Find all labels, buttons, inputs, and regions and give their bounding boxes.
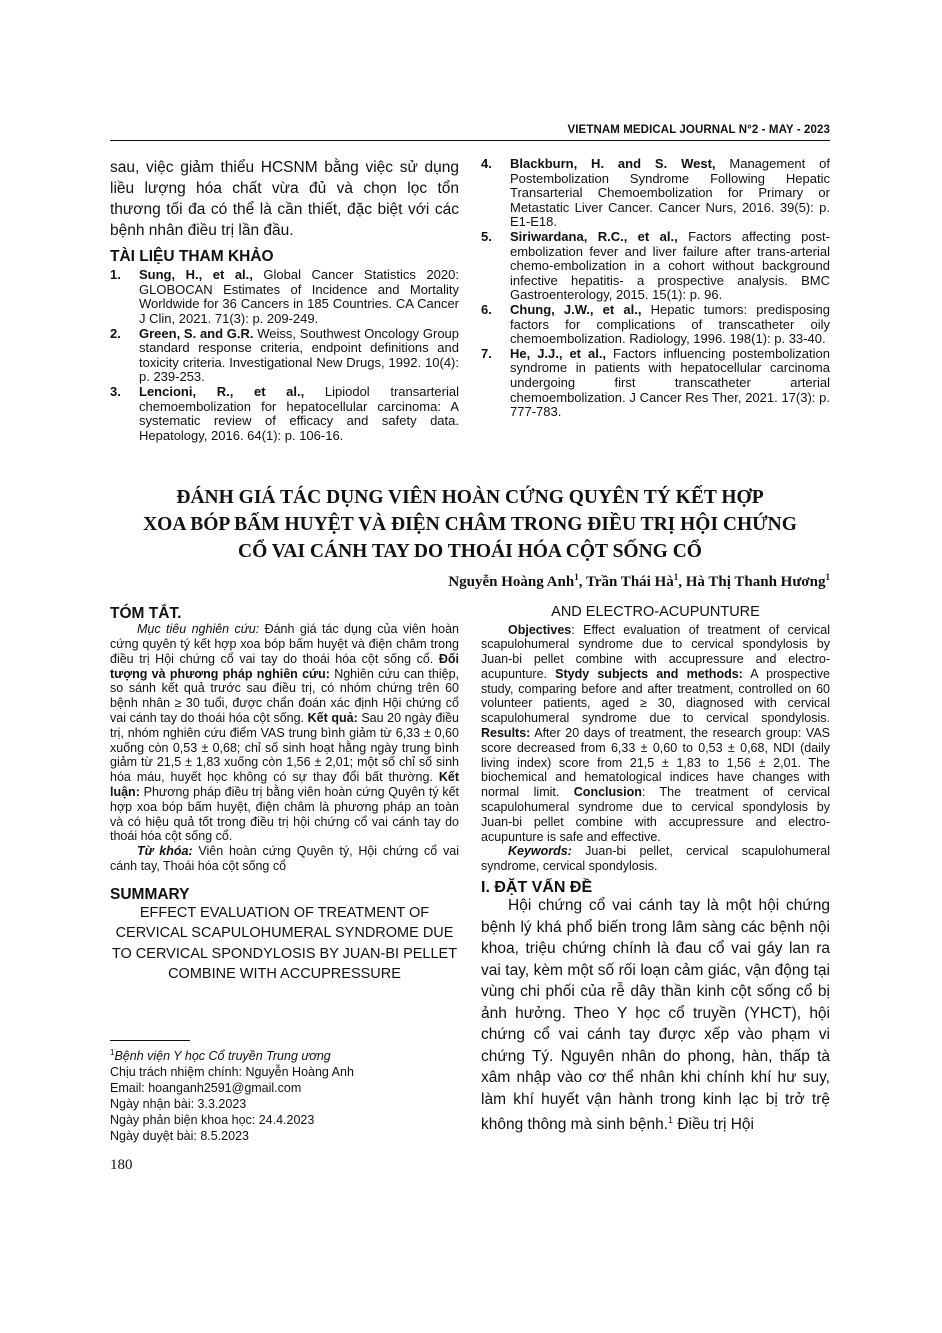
abstract-body bbox=[110, 622, 459, 844]
author-2-affil: 1 bbox=[673, 572, 679, 582]
reference-text bbox=[510, 347, 830, 420]
summary-title-left: EFFECT EVALUATION OF TREATMENT OF CERVICAL SCAPULOHUMERAL SYNDROME DUE TO CERVICAL SPONDYLOSIS BY JUAN-BI PELLET COMBINE WITH ACCUPRESSURE bbox=[111, 904, 458, 983]
reference-body: Lipiodol transarterial chemoembolization for hepatocellular carcinoma: A systematic review of efficacy and safety data. Hepatology, 2016. 64(1): p. 106-16. bbox=[139, 383, 459, 443]
page-number: 180 bbox=[110, 1157, 133, 1173]
summary-conclusion-label: Conclusion bbox=[573, 785, 642, 800]
title-line-1: ĐÁNH GIÁ TÁC DỤNG VIÊN HOÀN CỨNG QUYÊN TÝ KẾT HỢP bbox=[176, 487, 764, 508]
author-1-affil: 1 bbox=[574, 572, 579, 582]
reference-body: Management of Postembolization Syndrome Following Hepatic Transarterial Chemoembolization for Primary or Metastatic Liver Cancer. Cancer Nurs, 2016. 39(5): p. E1-E18. bbox=[510, 156, 830, 230]
reference-number: 5. bbox=[481, 228, 492, 244]
article-title bbox=[110, 484, 830, 565]
summary-results-label: Results: bbox=[481, 726, 531, 741]
footnote-corresponding: Chịu trách nhiệm chính: Nguyễn Hoàng Anh bbox=[110, 1065, 354, 1080]
title-line-2: XOA BÓP BẤM HUYỆT VÀ ĐIỆN CHÂM TRONG ĐIỀU TRỊ HỘI CHỨNG bbox=[143, 514, 797, 535]
reference-body: Global Cancer Statistics 2020: GLOBOCAN Estimates of Incidence and Mortality Worldwide for 36 Cancers in 185 Countries. CA Cancer J Clin, 2021. 71(3): p. 209-249. bbox=[139, 267, 459, 326]
summary-keywords-label: Keywords: bbox=[508, 844, 572, 859]
intro-text: Hội chứng cổ vai cánh tay là một hội chứng bệnh lý khá phổ biến trong lâm sàng các bệnh nội khoa, triệu chứng chính là đau cổ vai gáy lan ra vai tay, kèm một số rối loạn cảm giác, vận động tại vùng chi phối của rễ dây thần kinh cột sống cổ bị ảnh hưởng. Theo Y học cổ truyền (YHCT), hội chứng cổ vai cánh tay được xếp vào phạm vi chứng Tý. Nguyên nhân do phong, hàn, thấp tà xâm nhập vào cơ thể nhân khi chính khí hư suy, làm khí huyết vận hành trong kinh lạc bị trở trệ không thông mà sinh bệnh. bbox=[481, 897, 830, 1134]
methods-text: Nghiên cứu can thiệp, so sánh kết quả trước sau điều trị, có nhóm chứng trên 60 bệnh nhân ≥ 30 tuổi, được chẩn đoán xác định Hội chứng cổ vai cánh tay do thoái hóa cột sống. bbox=[110, 666, 460, 725]
reference-author: Lencioni, R., et al., bbox=[139, 383, 305, 399]
reference-author: Green, S. and G.R. bbox=[139, 325, 254, 341]
keywords-text: Viên hoàn cứng Quyên tý, Hội chứng cổ vai cánh tay, Thoái hóa cột sống cổ bbox=[110, 844, 459, 873]
summary-objective-label: Objectives bbox=[508, 622, 572, 637]
reference-body: Weiss, Southwest Oncology Group standard response criteria, endpoint definitions and toxicity criteria. Investigational New Drugs, 1992. 10(4): p. 239-253. bbox=[139, 325, 460, 385]
reference-item bbox=[481, 347, 830, 420]
references-heading: TÀI LIỆU THAM KHẢO bbox=[110, 248, 274, 265]
intro-heading: I. ĐẶT VẤN ĐỀ bbox=[481, 879, 593, 897]
affiliation-text: Bệnh viện Y học Cổ truyền Trung ương bbox=[114, 1049, 331, 1064]
conclusion-label: Kết luận: bbox=[110, 770, 459, 799]
reference-text bbox=[139, 385, 459, 443]
intro-tail: Điều trị Hội bbox=[673, 1116, 754, 1134]
footnote-email: Email: hoanganh2591@gmail.com bbox=[110, 1081, 302, 1096]
journal-header: VIETNAM MEDICAL JOURNAL N°2 - MAY - 2023 bbox=[567, 124, 830, 136]
footnote-accepted: Ngày duyệt bài: 8.5.2023 bbox=[110, 1129, 249, 1144]
methods-label: Đối tượng và phương pháp nghiên cứu: bbox=[110, 651, 459, 681]
keywords-label: Từ khóa: bbox=[137, 844, 193, 859]
summary-methods-label: Stydy subjects and methods: bbox=[555, 666, 743, 681]
references-list-left bbox=[110, 268, 459, 443]
reference-author: Siriwardana, R.C., et al., bbox=[510, 228, 678, 244]
author-1: Nguyễn Hoàng Anh bbox=[448, 574, 575, 590]
summary-objective-text: : Effect evaluation of treatment of cervical scapulohumeral syndrome due to cervical spondylosis by Juan-bi pellet combine with accupressure and electro-acupunture. bbox=[481, 622, 830, 681]
reference-number: 2. bbox=[110, 325, 121, 341]
reference-author: Blackburn, H. and S. West, bbox=[510, 156, 716, 171]
footnote bbox=[110, 1045, 459, 1144]
abstract-heading: TÓM TẮT. bbox=[110, 605, 182, 622]
reference-item bbox=[481, 157, 830, 230]
abstract-vi bbox=[110, 606, 459, 985]
reference-author: Sung, H., et al., bbox=[139, 267, 253, 283]
footnote-rule bbox=[110, 1040, 190, 1041]
reference-number: 6. bbox=[481, 301, 492, 317]
reference-author: He, J.J., et al., bbox=[510, 345, 607, 361]
intro-citation: 1 bbox=[668, 1115, 674, 1126]
references-list-right bbox=[481, 157, 830, 420]
reference-body: Factors affecting post-embolization fever and liver failure after trans-arterial chemo-embolization in a cohort without background infective hepatitis- a prospective analysis. BMC Gastroenterology, 2015. 15(1): p. 96. bbox=[510, 228, 830, 303]
reference-text bbox=[510, 157, 830, 230]
reference-item bbox=[110, 327, 459, 385]
title-line-3: CỔ VAI CÁNH TAY DO THOÁI HÓA CỘT SỐNG CỔ bbox=[238, 541, 702, 562]
objective-text: Đánh giá tác dụng của viên hoàn cứng quyên tý kết hợp xoa bóp bấm huyệt và điện châm trong điều trị Hội chứng cổ vai tay do thoái hóa cột sống cổ. bbox=[110, 622, 460, 666]
summary-en bbox=[481, 602, 830, 1136]
footnote-received: Ngày nhận bài: 3.3.2023 bbox=[110, 1097, 247, 1112]
keywords-en bbox=[481, 844, 830, 874]
summary-body bbox=[481, 623, 830, 845]
summary-heading: SUMMARY bbox=[110, 885, 190, 903]
reference-body: Factors influencing postembolization syndrome in patients with hepatocellular carcinoma undergoing first transcatheter arterial chemoembolization. J Cancer Res Ther, 2021. 17(3): p. 777-783. bbox=[510, 345, 830, 420]
footnote-affiliation bbox=[110, 1045, 459, 1064]
reference-item bbox=[481, 230, 830, 303]
affiliation-sup: 1 bbox=[110, 1048, 115, 1057]
author-list: Nguyễn Hoàng Anh$^1$, Trần Thái $Hà^1$, Hà Thị Thanh Hương$^1$ bbox=[448, 572, 830, 590]
closing-paragraph: sau, việc giảm thiểu HCSNM bằng việc sử dụng liều lượng hóa chất vừa đủ và chọn lọc tổn thương tối đa có thể là cần thiết, đặc biệt với các bệnh nhân điều trị lần đầu. bbox=[110, 159, 459, 239]
summary-title-right: AND ELECTRO-ACUPUNTURE bbox=[551, 604, 760, 620]
reference-text bbox=[510, 303, 830, 347]
intro-paragraph bbox=[481, 895, 830, 1136]
reference-item bbox=[110, 385, 459, 443]
keywords-vi bbox=[110, 844, 459, 874]
summary-keywords-text: Juan-bi pellet, cervical scapulohumeral syndrome, cervical spondylosis. bbox=[481, 844, 830, 874]
objective-label: Mục tiêu nghiên cứu: bbox=[137, 622, 260, 637]
reference-text bbox=[510, 230, 830, 303]
summary-methods-text: A prospective study, comparing before and after treatment, controlled on 60 volunteer patients, aged ≥ 30, diagnosed with cervical scapulohumeral syndrome due to cervical spondylosis. bbox=[481, 666, 830, 726]
results-text: Sau 20 ngày điều trị, nhóm nghiên cứu điểm VAS trung bình giảm từ 6,33 ± 0,60 xuống còn 0,53 ± 0,68; chỉ số sinh hoạt hằng ngày trung bình giảm từ 21,5 ± 1,83 xuống còn 1,56 ± 2,01; một số chỉ số sinh hóa máu, huyết học không có sự thay đổi bất thường. bbox=[110, 710, 460, 785]
reference-author: Chung, J.W., et al., bbox=[510, 301, 642, 317]
reference-item bbox=[481, 303, 830, 347]
left-top-column bbox=[110, 157, 459, 443]
footnote-reviewed: Ngày phản biện khoa học: 24.4.2023 bbox=[110, 1113, 315, 1128]
reference-item bbox=[110, 268, 459, 326]
author-3: Hà Thị Thanh Hương bbox=[685, 574, 826, 590]
reference-number: 7. bbox=[481, 345, 492, 361]
author-2: Trần Thái Hà bbox=[585, 574, 674, 590]
reference-number: 4. bbox=[481, 156, 492, 171]
results-label: Kết quả: bbox=[307, 710, 358, 725]
summary-conclusion-text: : The treatment of cervical scapulohumeral syndrome due to cervical spondylosis by Juan-bi pellet combine with accupressure and electro-acupunture is safe and effective. bbox=[481, 785, 830, 844]
reference-text bbox=[139, 268, 459, 326]
reference-number: 3. bbox=[110, 383, 121, 399]
reference-body: Hepatic tumors: predisposing factors for complications of transcatheter oily chemoembolization. Radiology, 1996. 198(1): p. 33-40. bbox=[510, 301, 830, 347]
right-top-column bbox=[481, 157, 830, 420]
conclusion-text: Phương pháp điều trị bằng viên hoàn cứng Quyên tý kết hợp xoa bóp bấm huyệt, điện châm là phương pháp an toàn và có hiệu quả tốt trong điều trị hội chứng cổ vai cánh tay do thoái hóa cột sống cổ. bbox=[110, 784, 459, 844]
summary-results-text: After 20 days of treatment, the research group: VAS score decreased from 6,33 ± 0,60 to 0,53 ± 0,68, NDI (daily living index) score from 21,5 ± 1,83 to 1,56 ± 2,01. The biochemical and hematological indices have changes with normal limit. bbox=[481, 726, 830, 800]
author-3-affil: 1 bbox=[825, 572, 830, 582]
reference-text bbox=[139, 327, 459, 385]
reference-number: 1. bbox=[110, 267, 121, 283]
header-rule bbox=[110, 140, 830, 141]
